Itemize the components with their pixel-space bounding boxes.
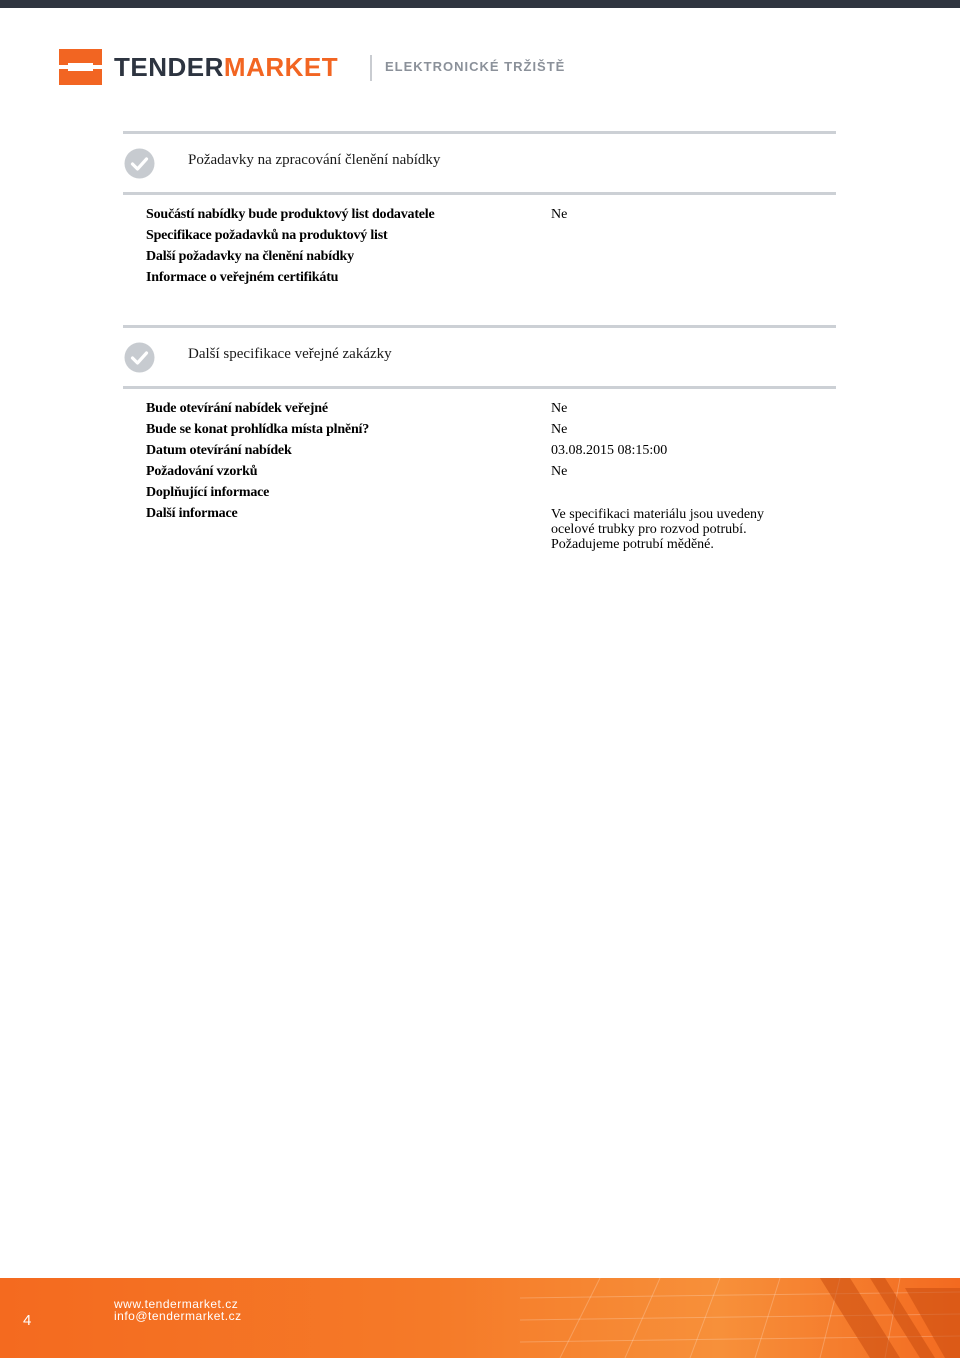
logo-separator (370, 55, 372, 81)
section-title: Další specifikace veřejné zakázky (188, 346, 392, 362)
field-label: Specifikace požadavků na produktový list (146, 228, 388, 243)
logo-mark-icon (59, 49, 102, 85)
field-label: Součástí nabídky bude produktový list dodavatele (146, 207, 435, 222)
section-top-rule (123, 325, 836, 328)
field-value-multiline (551, 507, 811, 552)
logo-word-market: MARKET (223, 52, 339, 82)
field-value: Ne (551, 207, 568, 222)
page-number: 4 (23, 1312, 32, 1329)
field-label: Požadování vzorků (146, 464, 258, 479)
field-value: 03.08.2015 08:15:00 (551, 443, 668, 458)
website-link[interactable]: www.tendermarket.cz (114, 1297, 239, 1311)
field-value-line: Ve specifikaci materiálu jsou uvedeny (551, 507, 765, 522)
field-label: Bude otevírání nabídek veřejné (146, 401, 328, 416)
field-label: Datum otevírání nabídek (146, 443, 292, 458)
logo-word-tender: TENDER (114, 52, 224, 82)
field-value-line: Požadujeme potrubí měděné. (551, 537, 714, 552)
logo-tagline: ELEKTRONICKÉ TRŽIŠTĚ (385, 59, 566, 74)
logo-wordmark (114, 51, 338, 83)
tendermarket-logo (59, 49, 579, 85)
top-bar (0, 0, 960, 8)
field-label: Další informace (146, 506, 238, 521)
email-link[interactable]: info@tendermarket.cz (114, 1309, 242, 1323)
field-value: Ne (551, 464, 568, 479)
field-label: Další požadavky na členění nabídky (146, 249, 354, 264)
check-circle-icon (124, 148, 155, 179)
field-value: Ne (551, 422, 568, 437)
section-bottom-rule (123, 386, 836, 389)
footer-band (0, 1278, 960, 1358)
field-value-line: ocelové trubky pro rozvod potrubí. (551, 522, 747, 537)
field-value: Ne (551, 401, 568, 416)
field-label: Doplňující informace (146, 485, 270, 500)
field-label: Bude se konat prohlídka místa plnění? (146, 422, 370, 437)
field-label: Informace o veřejném certifikátu (146, 270, 339, 285)
section-title: Požadavky na zpracování členění nabídky (188, 152, 441, 168)
check-circle-icon (124, 342, 155, 373)
section-bottom-rule (123, 192, 836, 195)
section-top-rule (123, 131, 836, 134)
